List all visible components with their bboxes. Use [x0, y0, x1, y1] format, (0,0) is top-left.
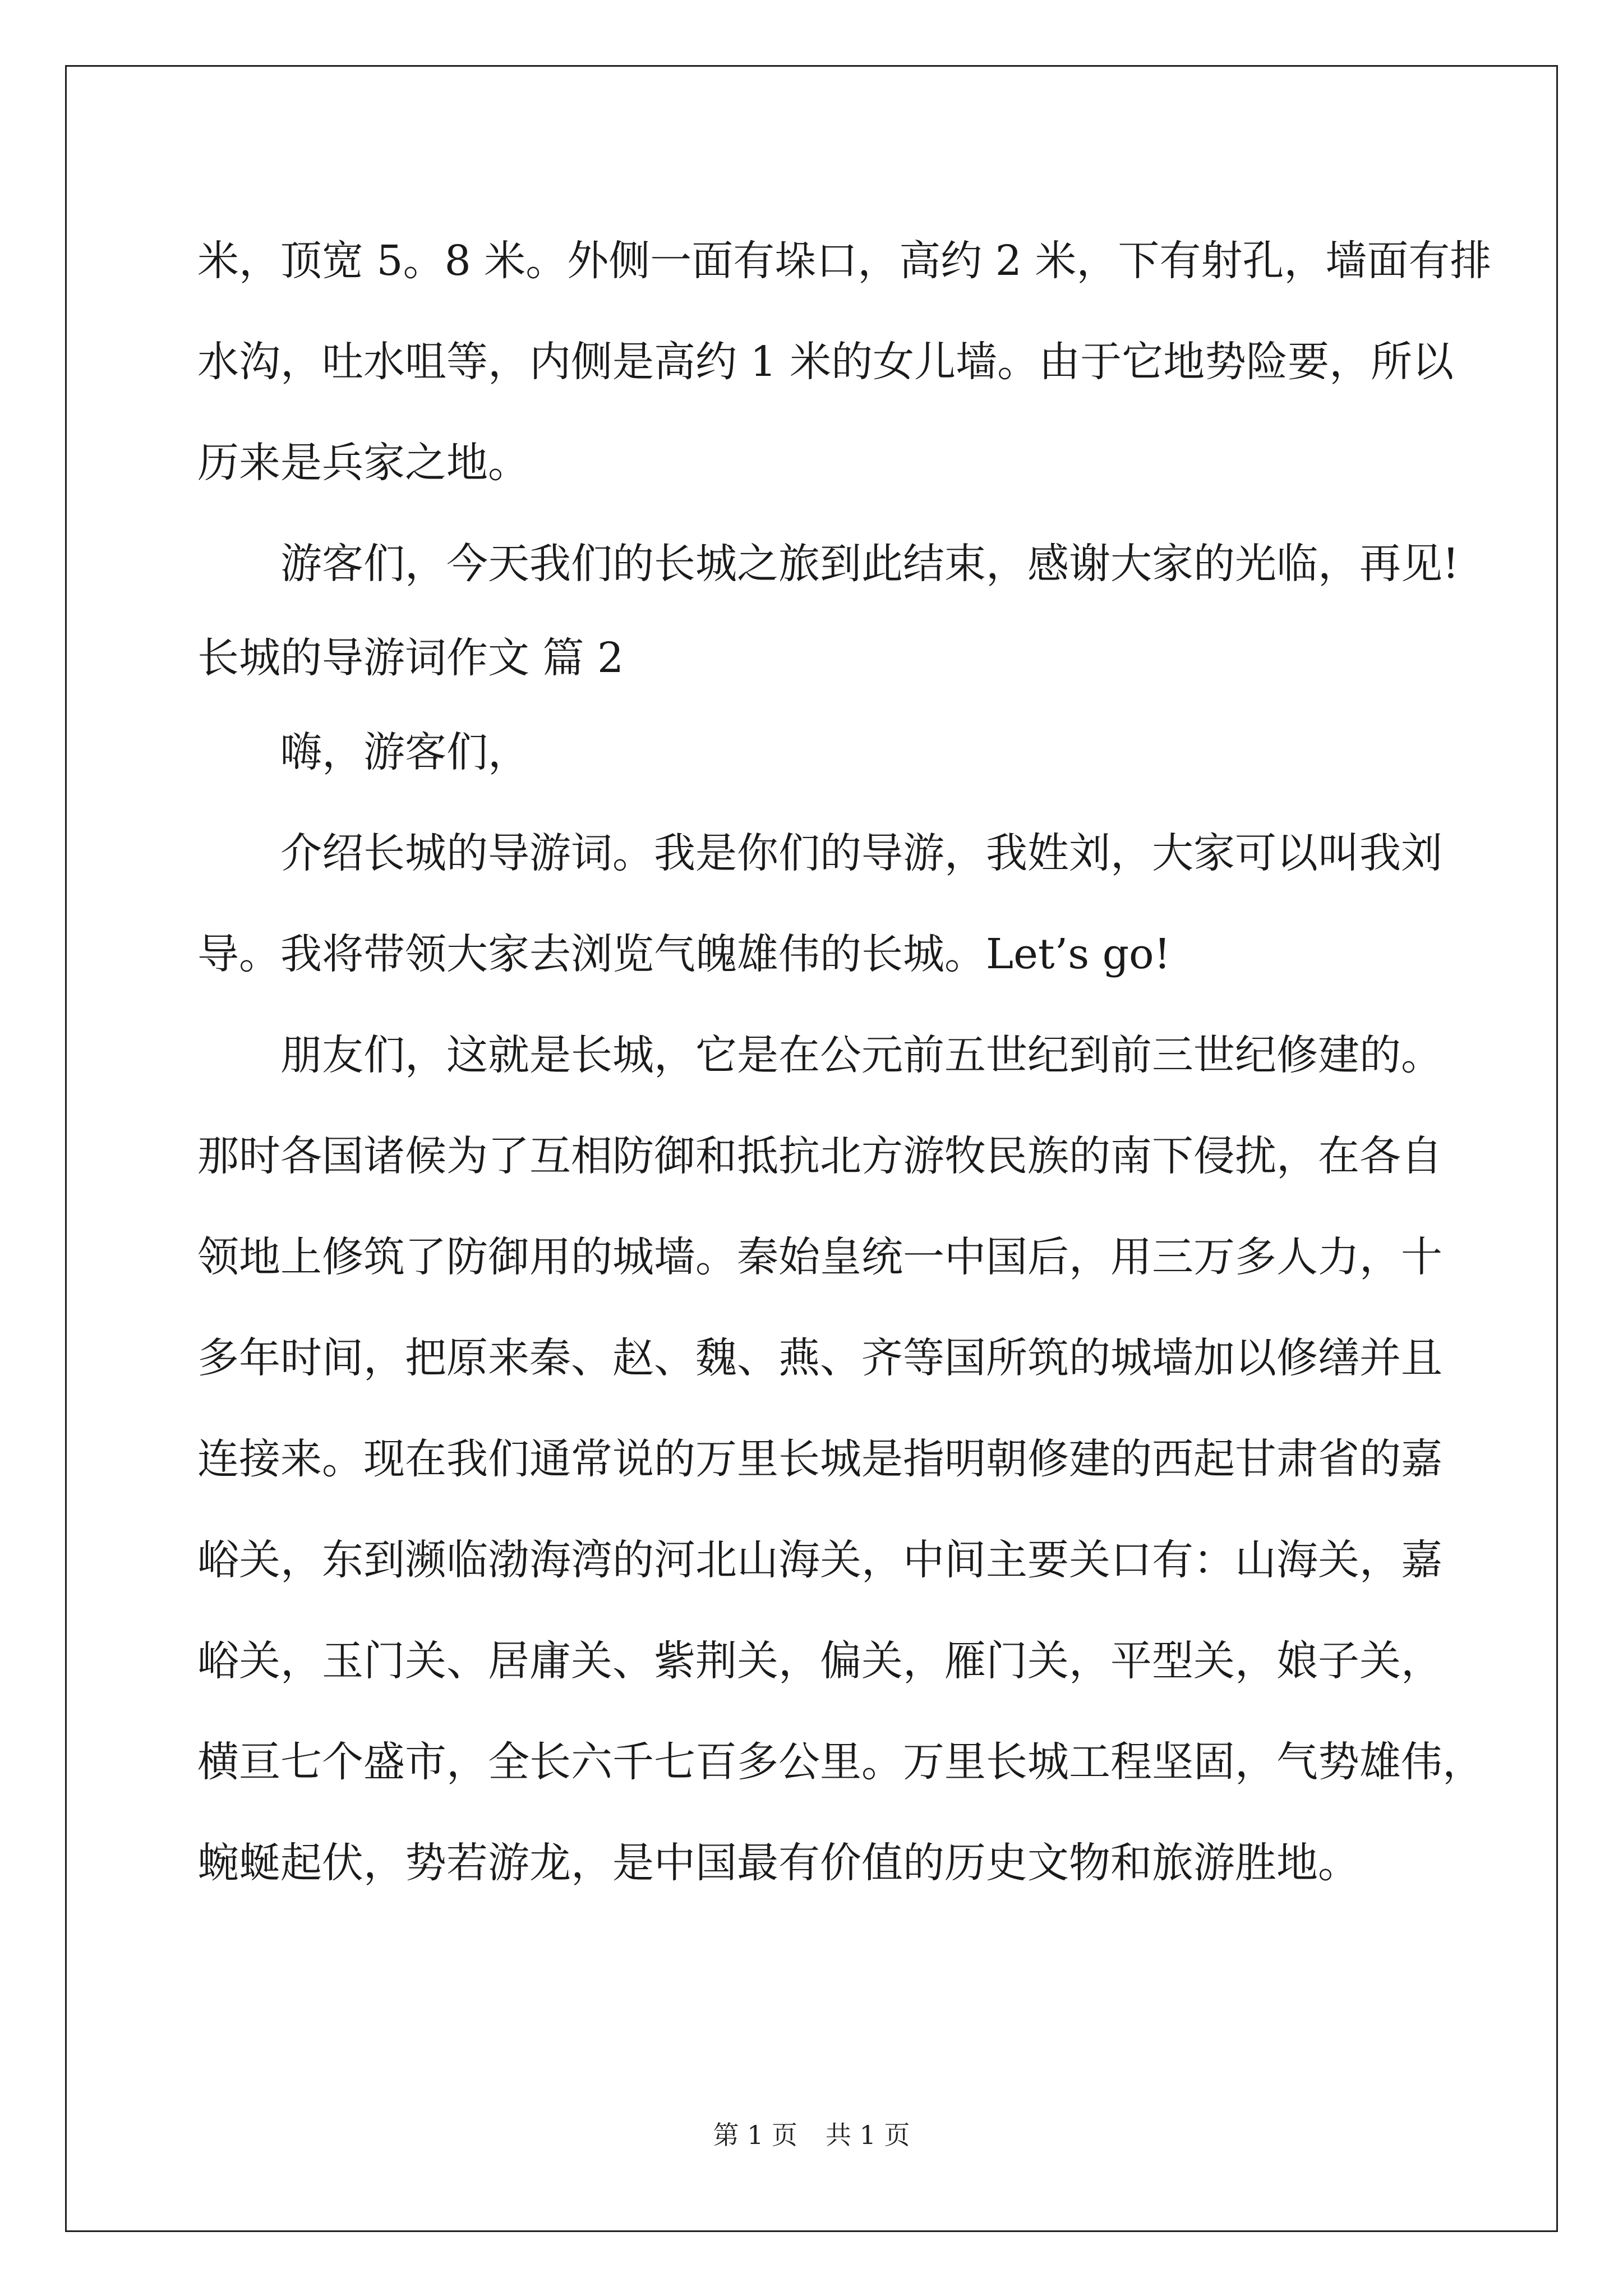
body-line: 米，顶宽 5。8 米。外侧一面有垛口，高约 2 米，下有射孔，墙面有排	[197, 237, 1492, 285]
history-paragraph-line: 蜿蜒起伏，势若游龙，是中国最有价值的历史文物和旅游胜地。	[197, 1839, 1359, 1887]
history-paragraph-line: 那时各国诸候为了互相防御和抵抗北方游牧民族的南下侵扰，在各自	[197, 1132, 1442, 1180]
history-paragraph-line: 朋友们，这就是长城，它是在公元前五世纪到前三世纪修建的。	[280, 1031, 1442, 1079]
history-paragraph-line: 横亘七个盛市，全长六千七百多公里。万里长城工程坚固，气势雄伟，	[197, 1738, 1484, 1786]
body-line: 水沟，吐水咀等，内侧是高约 1 米的女儿墙。由于它地势险要，所以	[197, 338, 1454, 386]
intro-paragraph-line: 导。我将带领大家去浏览气魄雄伟的长城。Let’s go!	[197, 930, 1171, 978]
history-paragraph-line: 多年时间，把原来秦、赵、魏、燕、齐等国所筑的城墙加以修缮并且	[197, 1334, 1442, 1382]
history-paragraph-line: 连接来。现在我们通常说的万里长城是指明朝修建的西起甘肃省的嘉	[197, 1435, 1442, 1483]
section-heading: 长城的导游词作文 篇 2	[197, 634, 624, 682]
history-paragraph-line: 领地上修筑了防御用的城墙。秦始皇统一中国后，用三万多人力，十	[197, 1233, 1442, 1281]
greeting-paragraph: 嗨，游客们，	[280, 728, 529, 776]
document-body	[197, 210, 1492, 1913]
page-number: 第 1 页	[713, 2120, 797, 2150]
body-line: 历来是兵家之地。	[197, 439, 529, 487]
intro-paragraph-line: 介绍长城的导游词。我是你们的导游，我姓刘，大家可以叫我刘	[280, 829, 1442, 877]
history-paragraph-line: 峪关，玉门关、居庸关、紫荆关，偏关，雁门关，平型关，娘子关，	[197, 1637, 1442, 1685]
page-total: 共 1 页	[826, 2120, 910, 2150]
page-footer	[0, 2115, 1623, 2152]
history-paragraph-line: 峪关，东到濒临渤海湾的河北山海关，中间主要关口有：山海关，嘉	[197, 1536, 1442, 1584]
closing-paragraph: 游客们，今天我们的长城之旅到此结束，感谢大家的光临，再见!	[280, 540, 1459, 588]
